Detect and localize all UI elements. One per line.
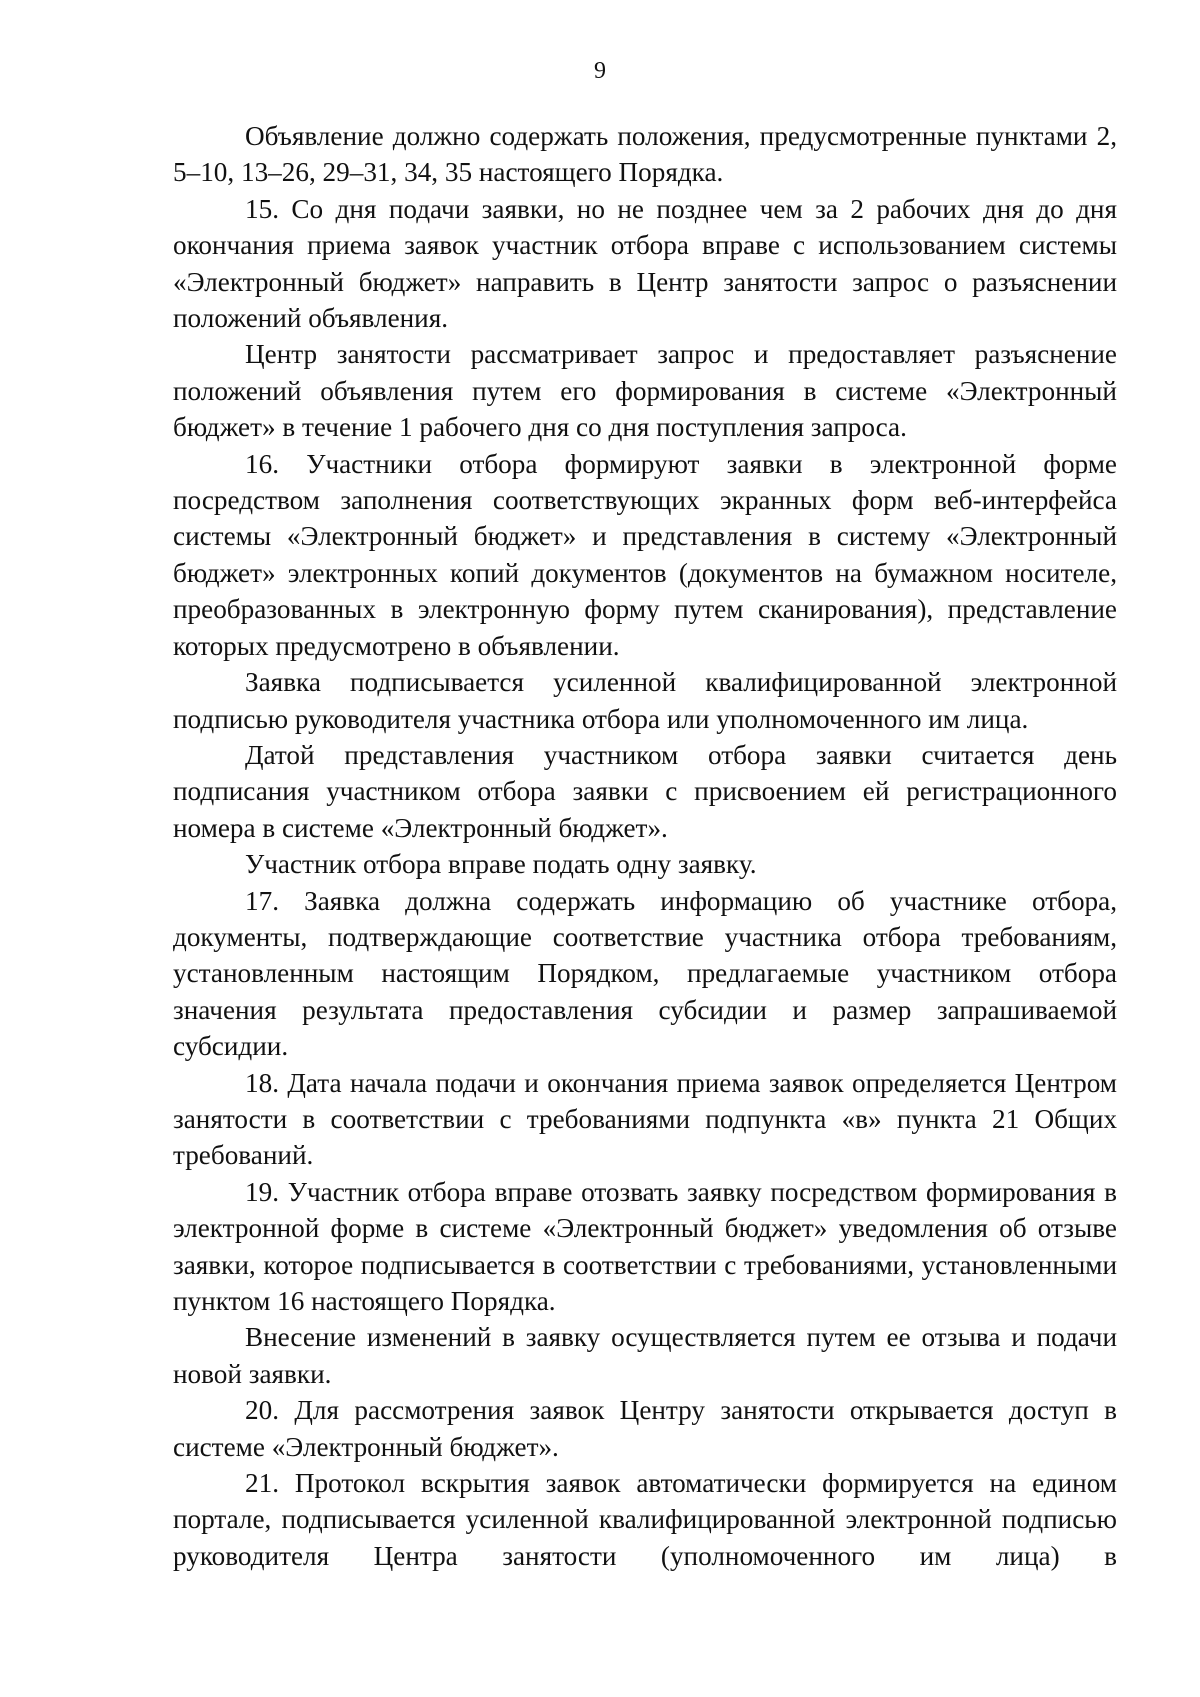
paragraph-clause-15: 15. Со дня подачи заявки, но не позднее чем за 2 рабочих дня до дня окончания приема заявок участник отбора вправе с использованием системы «Электронный бюджет» направить в Центр занятости запрос о разъяснении положений объявления. bbox=[173, 193, 1117, 334]
paragraph-clause-21: 21. Протокол вскрытия заявок автоматически формируется на едином портале, подписывается усиленной квалифицированной электронной подписью руководителя Центра занятости (уполномоченного им лица) в bbox=[173, 1468, 1117, 1571]
paragraph-clarification: Центр занятости рассматривает запрос и предоставляет разъяснение положений объявления путем его формирования в системе «Электронный бюджет» в течение 1 рабочего дня со дня поступления запроса. bbox=[173, 339, 1117, 443]
paragraph-signature: Заявка подписывается усиленной квалифицированной электронной подписью руководителя участника отбора или уполномоченного им лица. bbox=[173, 667, 1117, 734]
paragraph-clause-18: 18. Дата начала подачи и окончания приема заявок определяется Центром занятости в соответствии с требованиями подпункта «в» пункта 21 Общих требований. bbox=[173, 1067, 1117, 1171]
document-body bbox=[173, 118, 1117, 1574]
paragraph-one-application: Участник отбора вправе подать одну заявку. bbox=[245, 849, 757, 880]
paragraph-announcement-contents: Объявление должно содержать положения, предусмотренные пунктами 2, 5–10, 13–26, 29–31, 34, 35 настоящего Порядка. bbox=[173, 121, 1117, 188]
paragraph-clause-20: 20. Для рассмотрения заявок Центру занятости открывается доступ в системе «Электронный бюджет». bbox=[173, 1395, 1117, 1462]
paragraph-clause-19: 19. Участник отбора вправе отозвать заявку посредством формирования в электронной форме в системе «Электронный бюджет» уведомления об отзыве заявки, которое подписывается в соответствии с требованиями, установленными пунктом 16 настоящего Порядка. bbox=[173, 1176, 1117, 1316]
paragraph-changes: Внесение изменений в заявку осуществляется путем ее отзыва и подачи новой заявки. bbox=[173, 1322, 1117, 1389]
paragraph-submission-date: Датой представления участником отбора заявки считается день подписания участником отбора заявки с присвоением ей регистрационного номера в системе «Электронный бюджет». bbox=[173, 739, 1117, 843]
paragraph-clause-17: 17. Заявка должна содержать информацию об участнике отбора, документы, подтверждающие соответствие участника отбора требованиям, установленным настоящим Порядком, предлагаемые участником отбора значения результата предоставления субсидии и размер запрашиваемой субсидии. bbox=[173, 885, 1117, 1062]
page-number: 9 bbox=[594, 58, 606, 84]
paragraph-clause-16: 16. Участники отбора формируют заявки в электронной форме посредством заполнения соответствующих экранных форм веб-интерфейса системы «Электронный бюджет» и представления в систему «Электронный бюджет» электронных копий документов (документов на бумажном носителе, преобразованных в электронную форму путем сканирования), представление которых предусмотрено в объявлении. bbox=[173, 448, 1117, 661]
